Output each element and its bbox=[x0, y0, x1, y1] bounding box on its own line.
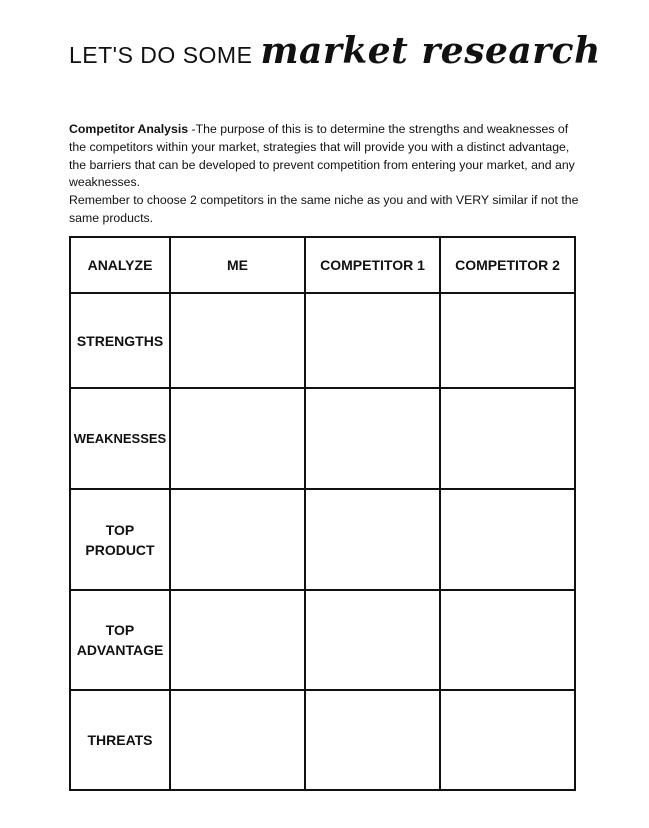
cell-competitor-1[interactable] bbox=[305, 293, 440, 388]
header-analyze: ANALYZE bbox=[70, 237, 170, 293]
cell-competitor-2[interactable] bbox=[440, 293, 575, 388]
page-title bbox=[69, 30, 601, 72]
row-label-text: STRENGTHS bbox=[76, 332, 164, 349]
table-row bbox=[70, 388, 575, 489]
table-row bbox=[70, 590, 575, 690]
cell-competitor-2[interactable] bbox=[440, 388, 575, 489]
cell-me[interactable] bbox=[170, 293, 305, 388]
row-label-text: THREATS bbox=[87, 732, 153, 748]
cell-competitor-2[interactable] bbox=[440, 590, 575, 690]
cell-me[interactable] bbox=[170, 590, 305, 690]
title-script: market research bbox=[260, 30, 601, 72]
row-label-threats bbox=[70, 690, 170, 790]
row-label-text: WEAKNESSES bbox=[73, 430, 167, 446]
intro-text: -The purpose of this is to determine the strengths and weaknesses of the competitors within your market, strategies that will provide you with a distinct advantage, the barriers that can be developed to prevent competition from entering your market, and any weaknesses. bbox=[69, 122, 575, 190]
row-label-strengths bbox=[70, 293, 170, 388]
cell-competitor-1[interactable] bbox=[305, 388, 440, 489]
header-competitor-1: COMPETITOR 1 bbox=[305, 237, 440, 293]
table-row bbox=[70, 489, 575, 590]
cell-competitor-1[interactable] bbox=[305, 489, 440, 590]
cell-competitor-1[interactable] bbox=[305, 590, 440, 690]
table-row bbox=[70, 690, 575, 790]
row-label-text: TOP bbox=[105, 622, 135, 638]
intro-paragraph bbox=[69, 121, 579, 228]
header-me: ME bbox=[170, 237, 305, 293]
row-label-text: TOP bbox=[105, 521, 135, 538]
header-competitor-2: COMPETITOR 2 bbox=[440, 237, 575, 293]
cell-me[interactable] bbox=[170, 489, 305, 590]
cell-me[interactable] bbox=[170, 388, 305, 489]
table-header-row bbox=[70, 237, 575, 293]
cell-competitor-2[interactable] bbox=[440, 690, 575, 790]
analysis-table bbox=[69, 236, 576, 791]
row-label-text: ADVANTAGE bbox=[76, 642, 164, 658]
row-label-weaknesses bbox=[70, 388, 170, 489]
intro-label: Competitor Analysis bbox=[69, 122, 189, 136]
intro-reminder: Remember to choose 2 competitors in the same niche as you and with VERY similar if not the same products. bbox=[69, 193, 579, 225]
row-label-top-product bbox=[70, 489, 170, 590]
cell-competitor-1[interactable] bbox=[305, 690, 440, 790]
title-plain: LET'S DO SOME bbox=[69, 42, 253, 68]
row-label-top-advantage bbox=[70, 590, 170, 690]
row-label-text: PRODUCT bbox=[85, 541, 155, 558]
cell-competitor-2[interactable] bbox=[440, 489, 575, 590]
cell-me[interactable] bbox=[170, 690, 305, 790]
table-row bbox=[70, 293, 575, 388]
